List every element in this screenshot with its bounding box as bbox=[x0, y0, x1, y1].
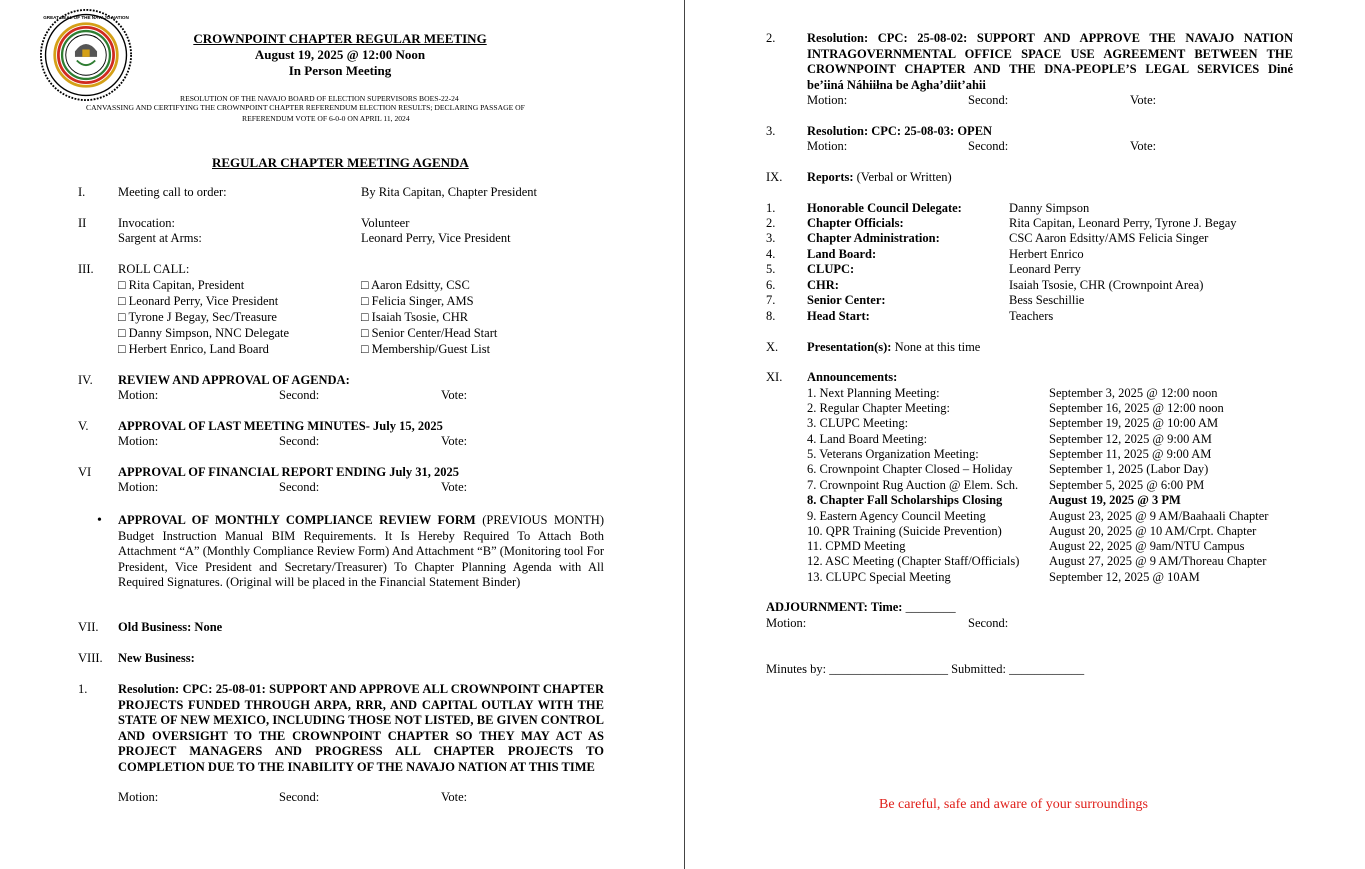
item-iv-motion: Motion: bbox=[118, 388, 159, 402]
report-4-key: Land Board: bbox=[807, 247, 877, 261]
announcement-11-value: August 22, 2025 @ 9am/NTU Campus bbox=[1049, 539, 1245, 553]
item-iv-label: REVIEW AND APPROVAL OF AGENDA: bbox=[118, 373, 350, 387]
presentations-label: Presentation(s): bbox=[807, 340, 892, 354]
item-i-label: Meeting call to order: bbox=[118, 185, 227, 199]
resolution-1-second: Second: bbox=[279, 790, 320, 804]
report-8-number: 8. bbox=[766, 309, 776, 323]
resolution-3-motion: Motion: bbox=[807, 139, 848, 153]
announcement-12-key: 12. ASC Meeting (Chapter Staff/Officials) bbox=[807, 554, 1020, 568]
report-2-number: 2. bbox=[766, 216, 776, 230]
report-8-key: Head Start: bbox=[807, 309, 870, 323]
sargent-label: Sargent at Arms: bbox=[118, 231, 202, 245]
announcement-7-value: September 5, 2025 @ 6:00 PM bbox=[1049, 478, 1205, 492]
roll-call-label: ROLL CALL: bbox=[118, 262, 190, 276]
announcement-5-key: 5. Veterans Organization Meeting: bbox=[807, 447, 979, 461]
resolution-note-3: REFERENDUM VOTE OF 6-0-0 ON APRIL 11, 2024 bbox=[242, 114, 410, 123]
report-7-key: Senior Center: bbox=[807, 293, 886, 307]
item-vi-label: APPROVAL OF FINANCIAL REPORT ENDING July 31, 2025 bbox=[118, 465, 460, 479]
report-8-value: Teachers bbox=[1009, 309, 1054, 323]
announcement-9-value: August 23, 2025 @ 9 AM/Baahaali Chapter bbox=[1049, 509, 1269, 523]
submitted-by[interactable]: Submitted: ____________ bbox=[947, 662, 1085, 676]
compliance-review-title: APPROVAL OF MONTHLY COMPLIANCE REVIEW FORM bbox=[118, 513, 476, 527]
item-vi-motion: Motion: bbox=[118, 480, 159, 494]
announcement-10-key: 10. QPR Training (Suicide Prevention) bbox=[807, 524, 1002, 538]
report-7-number: 7. bbox=[766, 293, 776, 307]
svg-text:GREAT SEAL OF THE NAVAJO NATIO: GREAT SEAL OF THE NAVAJO NATION bbox=[43, 15, 129, 21]
resolution-1-vote: Vote: bbox=[441, 790, 468, 804]
roll-call-right-1[interactable]: □ Aaron Edsitty, CSC bbox=[361, 278, 470, 292]
page-divider bbox=[684, 0, 685, 869]
announcement-7-key: 7. Crownpoint Rug Auction @ Elem. Sch. bbox=[807, 478, 1019, 492]
meeting-date: August 19, 2025 @ 12:00 Noon bbox=[254, 47, 426, 62]
item-viii-number: VIII. bbox=[78, 651, 103, 665]
announcement-5-value: September 11, 2025 @ 9:00 AM bbox=[1049, 447, 1212, 461]
bullet-dot-icon: • bbox=[97, 513, 102, 528]
report-7-value: Bess Seschillie bbox=[1009, 293, 1085, 307]
adjournment-time-label: Time: bbox=[867, 600, 903, 614]
presentations-value: None at this time bbox=[891, 340, 981, 354]
roll-call-right-3[interactable]: □ Isaiah Tsosie, CHR bbox=[361, 310, 469, 324]
item-v-vote: Vote: bbox=[441, 434, 468, 448]
item-v-motion: Motion: bbox=[118, 434, 159, 448]
announcement-6-key: 6. Crownpoint Chapter Closed – Holiday bbox=[807, 462, 1013, 476]
report-3-number: 3. bbox=[766, 231, 776, 245]
resolution-1-text: Resolution: CPC: 25-08-01: SUPPORT AND APPROVE ALL CROWNPOINT CHAPTER PROJECTS FUNDED THROUGH ARPA, RRR, AND CAPITAL OUTLAY WITH THE STATE OF NEW MEXICO, INCLUDING THOSE NOT LISTED, BE GIVEN CONTROL AND OVERSIGHT TO THE CROWNPOINT CHAPTER SO THEY MAY ACT AS PROJECT MANAGERS AND PROGRESS ALL CHAPTER PROJECTS TO COMPLETION DUE TO THE INABILITY OF THE NAVAJO NATION AT THIS TIME bbox=[118, 682, 604, 774]
item-vi-vote: Vote: bbox=[441, 480, 468, 494]
resolution-1-motion: Motion: bbox=[118, 790, 159, 804]
item-x-number: X. bbox=[766, 340, 779, 354]
announcement-10-value: August 20, 2025 @ 10 AM/Crpt. Chapter bbox=[1049, 524, 1257, 538]
announcement-13-key: 13. CLUPC Special Meeting bbox=[807, 570, 951, 584]
item-i-number: I. bbox=[78, 185, 86, 199]
announcement-8-key: 8. Chapter Fall Scholarships Closing bbox=[807, 493, 1003, 507]
resolution-note-2: CANVASSING AND CERTIFYING THE CROWNPOINT CHAPTER REFERENDUM ELECTION RESULTS; DECLARING PASSAGE OF bbox=[86, 103, 525, 112]
report-3-value: CSC Aaron Edsitty/AMS Felicia Singer bbox=[1009, 231, 1209, 245]
adjournment-motion: Motion: bbox=[766, 616, 807, 630]
resolution-2-vote: Vote: bbox=[1130, 93, 1157, 107]
report-5-number: 5. bbox=[766, 262, 776, 276]
resolution-2-motion: Motion: bbox=[807, 93, 848, 107]
announcement-3-key: 3. CLUPC Meeting: bbox=[807, 416, 909, 430]
announcement-4-key: 4. Land Board Meeting: bbox=[807, 432, 928, 446]
sargent-value: Leonard Perry, Vice President bbox=[361, 231, 511, 245]
announcement-2-key: 2. Regular Chapter Meeting: bbox=[807, 401, 951, 415]
reports-heading bbox=[807, 170, 952, 186]
roll-call-left-5[interactable]: □ Herbert Enrico, Land Board bbox=[118, 342, 269, 356]
invocation-value: Volunteer bbox=[361, 216, 410, 230]
roll-call-right-4[interactable]: □ Senior Center/Head Start bbox=[361, 326, 498, 340]
report-4-number: 4. bbox=[766, 247, 776, 261]
item-viii-label: New Business: bbox=[118, 651, 195, 665]
item-vi-number: VI bbox=[78, 465, 92, 479]
roll-call-left-4[interactable]: □ Danny Simpson, NNC Delegate bbox=[118, 326, 290, 340]
reports-sub: (Verbal or Written) bbox=[853, 170, 952, 184]
announcement-1-key: 1. Next Planning Meeting: bbox=[807, 386, 940, 400]
report-6-key: CHR: bbox=[807, 278, 839, 292]
item-vii-number: VII. bbox=[78, 620, 99, 634]
item-v-second: Second: bbox=[279, 434, 320, 448]
item-v-label: APPROVAL OF LAST MEETING MINUTES- July 15, 2025 bbox=[118, 419, 443, 433]
minutes-by[interactable]: Minutes by: ___________________ bbox=[766, 662, 948, 676]
item-vii-label: Old Business: None bbox=[118, 620, 223, 634]
report-6-number: 6. bbox=[766, 278, 776, 292]
item-v-number: V. bbox=[78, 419, 89, 433]
presentations-line bbox=[807, 340, 980, 356]
item-iv-vote: Vote: bbox=[441, 388, 468, 402]
item-iv-second: Second: bbox=[279, 388, 320, 402]
agenda-title: REGULAR CHAPTER MEETING AGENDA bbox=[212, 155, 469, 170]
item-i-value: By Rita Capitan, Chapter President bbox=[361, 185, 538, 199]
compliance-review-text: (PREVIOUS MONTH) Budget Instruction Manual BIM Requirements. It Is Hereby Required To Attach Both Attachment “A” (Monthly Compliance Review Form) And Attachment “B” (Monitoring tool For President, Vice President and Secretary/Treasurer) To Chapter Planning Agenda with All Required Signatures. (Original will be placed in the Financial Statement Binder) bbox=[118, 513, 604, 589]
resolution-3-second: Second: bbox=[968, 139, 1009, 153]
resolution-3-number: 3. bbox=[766, 124, 776, 138]
report-3-key: Chapter Administration: bbox=[807, 231, 940, 245]
invocation-label: Invocation: bbox=[118, 216, 175, 230]
resolution-2-text: Resolution: CPC: 25-08-02: SUPPORT AND APPROVE THE NAVAJO NATION INTRAGOVERNMENTAL OFFICE SPACE USE AGREEMENT BETWEEN THE CROWNPOINT CHAPTER AND THE DNA-PEOPLE’S LEGAL SERVICES Diné be’iiná Náhiiłna be Agha’diit’ahii bbox=[807, 31, 1293, 92]
announcements-label: Announcements: bbox=[807, 370, 898, 384]
roll-call-left-2[interactable]: □ Leonard Perry, Vice President bbox=[118, 294, 279, 308]
meeting-title: CROWNPOINT CHAPTER REGULAR MEETING bbox=[193, 31, 487, 46]
safety-message: Be careful, safe and aware of your surroundings bbox=[879, 797, 1149, 812]
minutes-line bbox=[766, 662, 1084, 678]
adjournment-label: ADJOURNMENT: bbox=[766, 600, 868, 614]
announcement-12-value: August 27, 2025 @ 9 AM/Thoreau Chapter bbox=[1049, 554, 1267, 568]
report-4-value: Herbert Enrico bbox=[1009, 247, 1084, 261]
item-iii-number: III. bbox=[78, 262, 94, 276]
announcement-8-value: August 19, 2025 @ 3 PM bbox=[1049, 493, 1181, 507]
announcement-4-value: September 12, 2025 @ 9:00 AM bbox=[1049, 432, 1212, 446]
item-ix-number: IX. bbox=[766, 170, 783, 184]
resolution-note-1: RESOLUTION OF THE NAVAJO BOARD OF ELECTION SUPERVISORS BOES-22-24 bbox=[180, 94, 459, 103]
announcement-11-key: 11. CPMD Meeting bbox=[807, 539, 906, 553]
resolution-1-number: 1. bbox=[78, 682, 88, 696]
item-xi-number: XI. bbox=[766, 370, 783, 384]
resolution-2-second: Second: bbox=[968, 93, 1009, 107]
resolution-3-text: Resolution: CPC: 25-08-03: OPEN bbox=[807, 124, 993, 138]
adjournment-time-blank[interactable]: ________ bbox=[902, 600, 956, 614]
report-6-value: Isaiah Tsosie, CHR (Crownpoint Area) bbox=[1009, 278, 1204, 292]
item-iv-number: IV. bbox=[78, 373, 93, 387]
report-1-key: Honorable Council Delegate: bbox=[807, 201, 962, 215]
meeting-format: In Person Meeting bbox=[288, 63, 392, 78]
navajo-nation-seal-icon bbox=[40, 9, 132, 101]
item-ii-number: II bbox=[78, 216, 87, 230]
announcement-3-value: September 19, 2025 @ 10:00 AM bbox=[1049, 416, 1219, 430]
roll-call-right-5[interactable]: □ Membership/Guest List bbox=[361, 342, 491, 356]
report-5-key: CLUPC: bbox=[807, 262, 855, 276]
roll-call-right-2[interactable]: □ Felicia Singer, AMS bbox=[361, 294, 474, 308]
resolution-3-vote: Vote: bbox=[1130, 139, 1157, 153]
announcement-1-value: September 3, 2025 @ 12:00 noon bbox=[1049, 386, 1218, 400]
announcement-6-value: September 1, 2025 (Labor Day) bbox=[1049, 462, 1209, 476]
roll-call-left-1[interactable]: □ Rita Capitan, President bbox=[118, 278, 245, 292]
announcement-9-key: 9. Eastern Agency Council Meeting bbox=[807, 509, 986, 523]
reports-label: Reports: bbox=[807, 170, 854, 184]
roll-call-left-3[interactable]: □ Tyrone J Begay, Sec/Treasure bbox=[118, 310, 277, 324]
report-5-value: Leonard Perry bbox=[1009, 262, 1081, 276]
adjournment-second: Second: bbox=[968, 616, 1009, 630]
report-2-key: Chapter Officials: bbox=[807, 216, 904, 230]
item-vi-second: Second: bbox=[279, 480, 320, 494]
announcement-13-value: September 12, 2025 @ 10AM bbox=[1049, 570, 1200, 584]
adjournment-line bbox=[766, 600, 956, 616]
report-1-value: Danny Simpson bbox=[1009, 201, 1090, 215]
report-2-value: Rita Capitan, Leonard Perry, Tyrone J. Begay bbox=[1009, 216, 1237, 230]
report-1-number: 1. bbox=[766, 201, 776, 215]
resolution-2-number: 2. bbox=[766, 31, 776, 45]
announcement-2-value: September 16, 2025 @ 12:00 noon bbox=[1049, 401, 1224, 415]
compliance-review-item bbox=[118, 513, 604, 591]
